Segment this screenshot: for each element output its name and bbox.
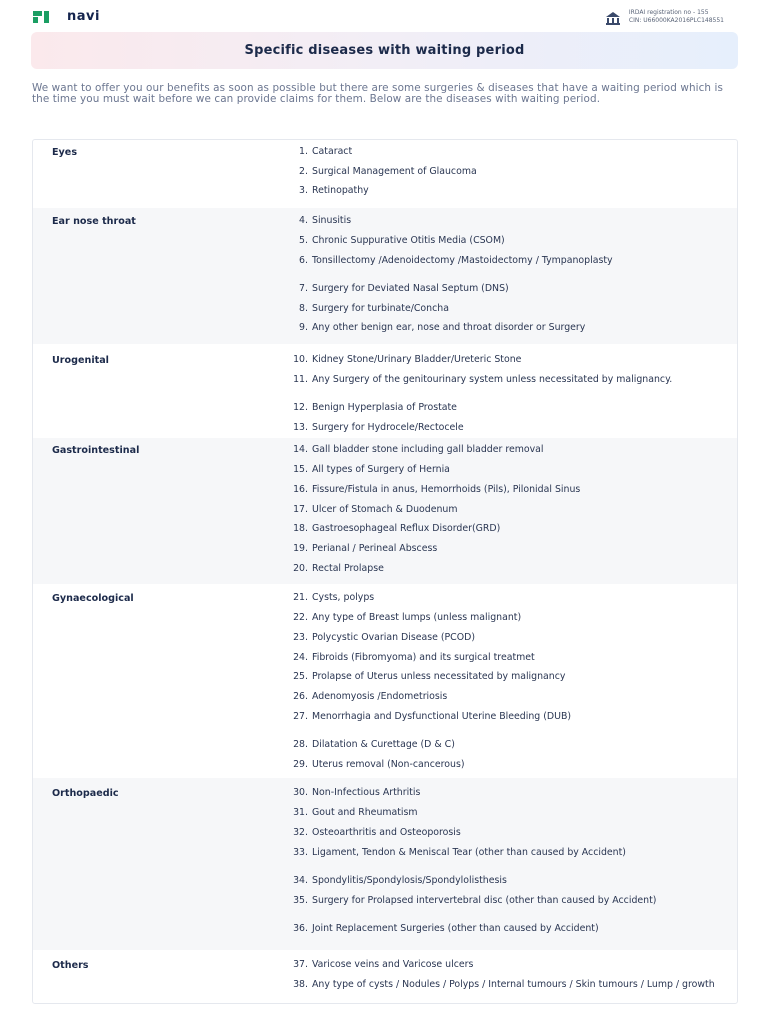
item-number: 17. xyxy=(293,504,308,515)
item-text: Surgery for Prolapsed intervertebral disc (other than caused by Accident) xyxy=(312,895,657,906)
item-text: Benign Hyperplasia of Prostate xyxy=(312,402,457,413)
item-text: Dilatation & Curettage (D & C) xyxy=(312,739,455,750)
item-number: 7. xyxy=(299,283,308,294)
item-text: Surgical Management of Glaucoma xyxy=(312,166,477,177)
item-text: Any other benign ear, nose and throat disorder or Surgery xyxy=(312,322,586,333)
item-text: Spondylitis/Spondylosis/Spondylolisthesis xyxy=(312,875,507,886)
item-text: Surgery for turbinate/Concha xyxy=(312,303,449,314)
item-number: 25. xyxy=(293,671,308,682)
disease-item xyxy=(285,167,737,176)
disease-item xyxy=(285,147,737,156)
item-number: 33. xyxy=(293,847,308,858)
item-number: 13. xyxy=(293,422,308,433)
item-number: 8. xyxy=(299,303,308,314)
item-number: 10. xyxy=(293,354,308,365)
item-text: Chronic Suppurative Otitis Media (CSOM) xyxy=(312,235,505,246)
item-number: 4. xyxy=(299,215,308,226)
navi-logo-icon xyxy=(33,11,55,23)
item-number: 23. xyxy=(293,632,308,643)
disease-item xyxy=(285,653,737,662)
item-number: 18. xyxy=(293,523,308,534)
item-number: 19. xyxy=(293,543,308,554)
item-number: 22. xyxy=(293,612,308,623)
disease-item xyxy=(285,633,737,642)
disease-item xyxy=(285,256,737,265)
item-text: Menorrhagia and Dysfunctional Uterine Bleeding (DUB) xyxy=(312,711,572,722)
item-text: Osteoarthritis and Osteoporosis xyxy=(312,827,461,838)
item-text: Tonsillectomy /Adenoidectomy /Mastoidectomy / Tympanoplasty xyxy=(312,255,613,266)
category-name: Others xyxy=(52,960,89,971)
disease-item xyxy=(285,712,737,721)
disease-item xyxy=(285,355,737,364)
disease-item xyxy=(285,788,737,797)
item-number: 28. xyxy=(293,739,308,750)
page-title: Specific diseases with waiting period xyxy=(244,43,525,58)
item-text: All types of Surgery of Hernia xyxy=(312,464,450,475)
item-text: Non-Infectious Arthritis xyxy=(312,787,421,798)
disease-item xyxy=(285,304,737,313)
item-text: Any type of cysts / Nodules / Polyps / Internal tumours / Skin tumours / Lump / growth xyxy=(312,979,715,990)
irdai-registration: IRDAI registration no - 155 xyxy=(628,9,709,16)
item-text: Perianal / Perineal Abscess xyxy=(312,543,438,554)
item-text: Surgery for Hydrocele/Rectocele xyxy=(312,422,464,433)
item-text: Any Surgery of the genitourinary system unless necessitated by malignancy. xyxy=(312,374,673,385)
item-text: Adenomyosis /Endometriosis xyxy=(312,691,448,702)
item-number: 35. xyxy=(293,895,308,906)
item-text: Prolapse of Uterus unless necessitated by malignancy xyxy=(312,671,566,682)
item-number: 38. xyxy=(293,979,308,990)
disease-item xyxy=(285,544,737,553)
item-text: Cysts, polyps xyxy=(312,592,375,603)
cin-number: CIN: U66000KA2016PLC148551 xyxy=(628,17,724,24)
disease-item xyxy=(285,216,737,225)
item-number: 30. xyxy=(293,787,308,798)
item-text: Kidney Stone/Urinary Bladder/Ureteric Stone xyxy=(312,354,522,365)
item-text: Fissure/Fistula in anus, Hemorrhoids (Pils), Pilonidal Sinus xyxy=(312,484,581,495)
item-number: 5. xyxy=(299,235,308,246)
item-number: 34. xyxy=(293,875,308,886)
category-row xyxy=(33,950,738,1004)
item-text: Ligament, Tendon & Meniscal Tear (other than caused by Accident) xyxy=(312,847,626,858)
item-text: Ulcer of Stomach & Duodenum xyxy=(312,504,458,515)
item-text: Gastroesophageal Reflux Disorder(GRD) xyxy=(312,523,501,534)
disease-item xyxy=(285,828,737,837)
disease-item xyxy=(285,848,737,857)
disease-item xyxy=(285,808,737,817)
category-row xyxy=(33,208,738,344)
category-name: Gynaecological xyxy=(52,593,134,604)
category-name: Ear nose throat xyxy=(52,216,136,227)
disease-item xyxy=(285,423,737,432)
irdai-info xyxy=(605,9,724,25)
category-name: Eyes xyxy=(52,147,78,158)
item-text: Gall bladder stone including gall bladder removal xyxy=(312,444,544,455)
item-number: 32. xyxy=(293,827,308,838)
item-number: 29. xyxy=(293,759,308,770)
disease-item xyxy=(285,445,737,454)
item-number: 12. xyxy=(293,402,308,413)
disease-item xyxy=(285,505,737,514)
category-name: Orthopaedic xyxy=(52,788,119,799)
intro-paragraph: We want to offer you our benefits as soon as possible but there are some surgeries & diseases that have a waiting period which is the time you must wait before we can provide claims for them. Below are the diseases with waiting period. xyxy=(32,82,724,105)
disease-item xyxy=(285,564,737,573)
item-text: Fibroids (Fibromyoma) and its surgical treatmet xyxy=(312,652,535,663)
item-number: 27. xyxy=(293,711,308,722)
category-row xyxy=(33,344,738,438)
brand-name: navi xyxy=(67,9,100,24)
disease-item xyxy=(285,980,737,989)
item-number: 11. xyxy=(293,374,308,385)
category-row xyxy=(33,438,738,584)
disease-item xyxy=(285,672,737,681)
navi-logo xyxy=(33,9,100,24)
item-text: Uterus removal (Non-cancerous) xyxy=(312,759,465,770)
item-text: Joint Replacement Surgeries (other than caused by Accident) xyxy=(312,923,599,934)
item-number: 9. xyxy=(299,322,308,333)
disease-item xyxy=(285,613,737,622)
item-number: 31. xyxy=(293,807,308,818)
item-number: 3. xyxy=(299,185,308,196)
disease-item xyxy=(285,524,737,533)
item-number: 14. xyxy=(293,444,308,455)
disease-table xyxy=(32,139,738,1004)
disease-item xyxy=(285,896,737,905)
disease-item xyxy=(285,692,737,701)
item-text: Rectal Prolapse xyxy=(312,563,384,574)
item-number: 37. xyxy=(293,959,308,970)
disease-item xyxy=(285,403,737,412)
item-number: 2. xyxy=(299,166,308,177)
item-text: Gout and Rheumatism xyxy=(312,807,418,818)
item-text: Surgery for Deviated Nasal Septum (DNS) xyxy=(312,283,509,294)
disease-item xyxy=(285,740,737,749)
item-number: 36. xyxy=(293,923,308,934)
item-number: 21. xyxy=(293,592,308,603)
category-row xyxy=(33,140,738,208)
disease-item xyxy=(285,236,737,245)
disease-item xyxy=(285,876,737,885)
disease-item xyxy=(285,960,737,969)
disease-item xyxy=(285,593,737,602)
item-text: Cataract xyxy=(312,146,353,157)
disease-item xyxy=(285,375,737,384)
item-number: 16. xyxy=(293,484,308,495)
disease-item xyxy=(285,760,737,769)
item-text: Polycystic Ovarian Disease (PCOD) xyxy=(312,632,475,643)
disease-item xyxy=(285,284,737,293)
item-text: Any type of Breast lumps (unless malignant) xyxy=(312,612,522,623)
category-row xyxy=(33,584,738,778)
page-header xyxy=(0,0,768,32)
disease-item xyxy=(285,924,737,933)
disease-item xyxy=(285,465,737,474)
item-number: 6. xyxy=(299,255,308,266)
item-number: 15. xyxy=(293,464,308,475)
item-number: 24. xyxy=(293,652,308,663)
item-text: Retinopathy xyxy=(312,185,369,196)
disease-item xyxy=(285,186,737,195)
category-row xyxy=(33,778,738,950)
item-number: 20. xyxy=(293,563,308,574)
category-name: Urogenital xyxy=(52,355,109,366)
item-text: Sinusitis xyxy=(312,215,352,226)
disease-item xyxy=(285,485,737,494)
irdai-emblem-icon xyxy=(605,11,621,25)
item-text: Varicose veins and Varicose ulcers xyxy=(312,959,474,970)
title-banner xyxy=(31,32,738,69)
item-number: 1. xyxy=(299,146,308,157)
item-number: 26. xyxy=(293,691,308,702)
category-name: Gastrointestinal xyxy=(52,445,140,456)
disease-item xyxy=(285,323,737,332)
